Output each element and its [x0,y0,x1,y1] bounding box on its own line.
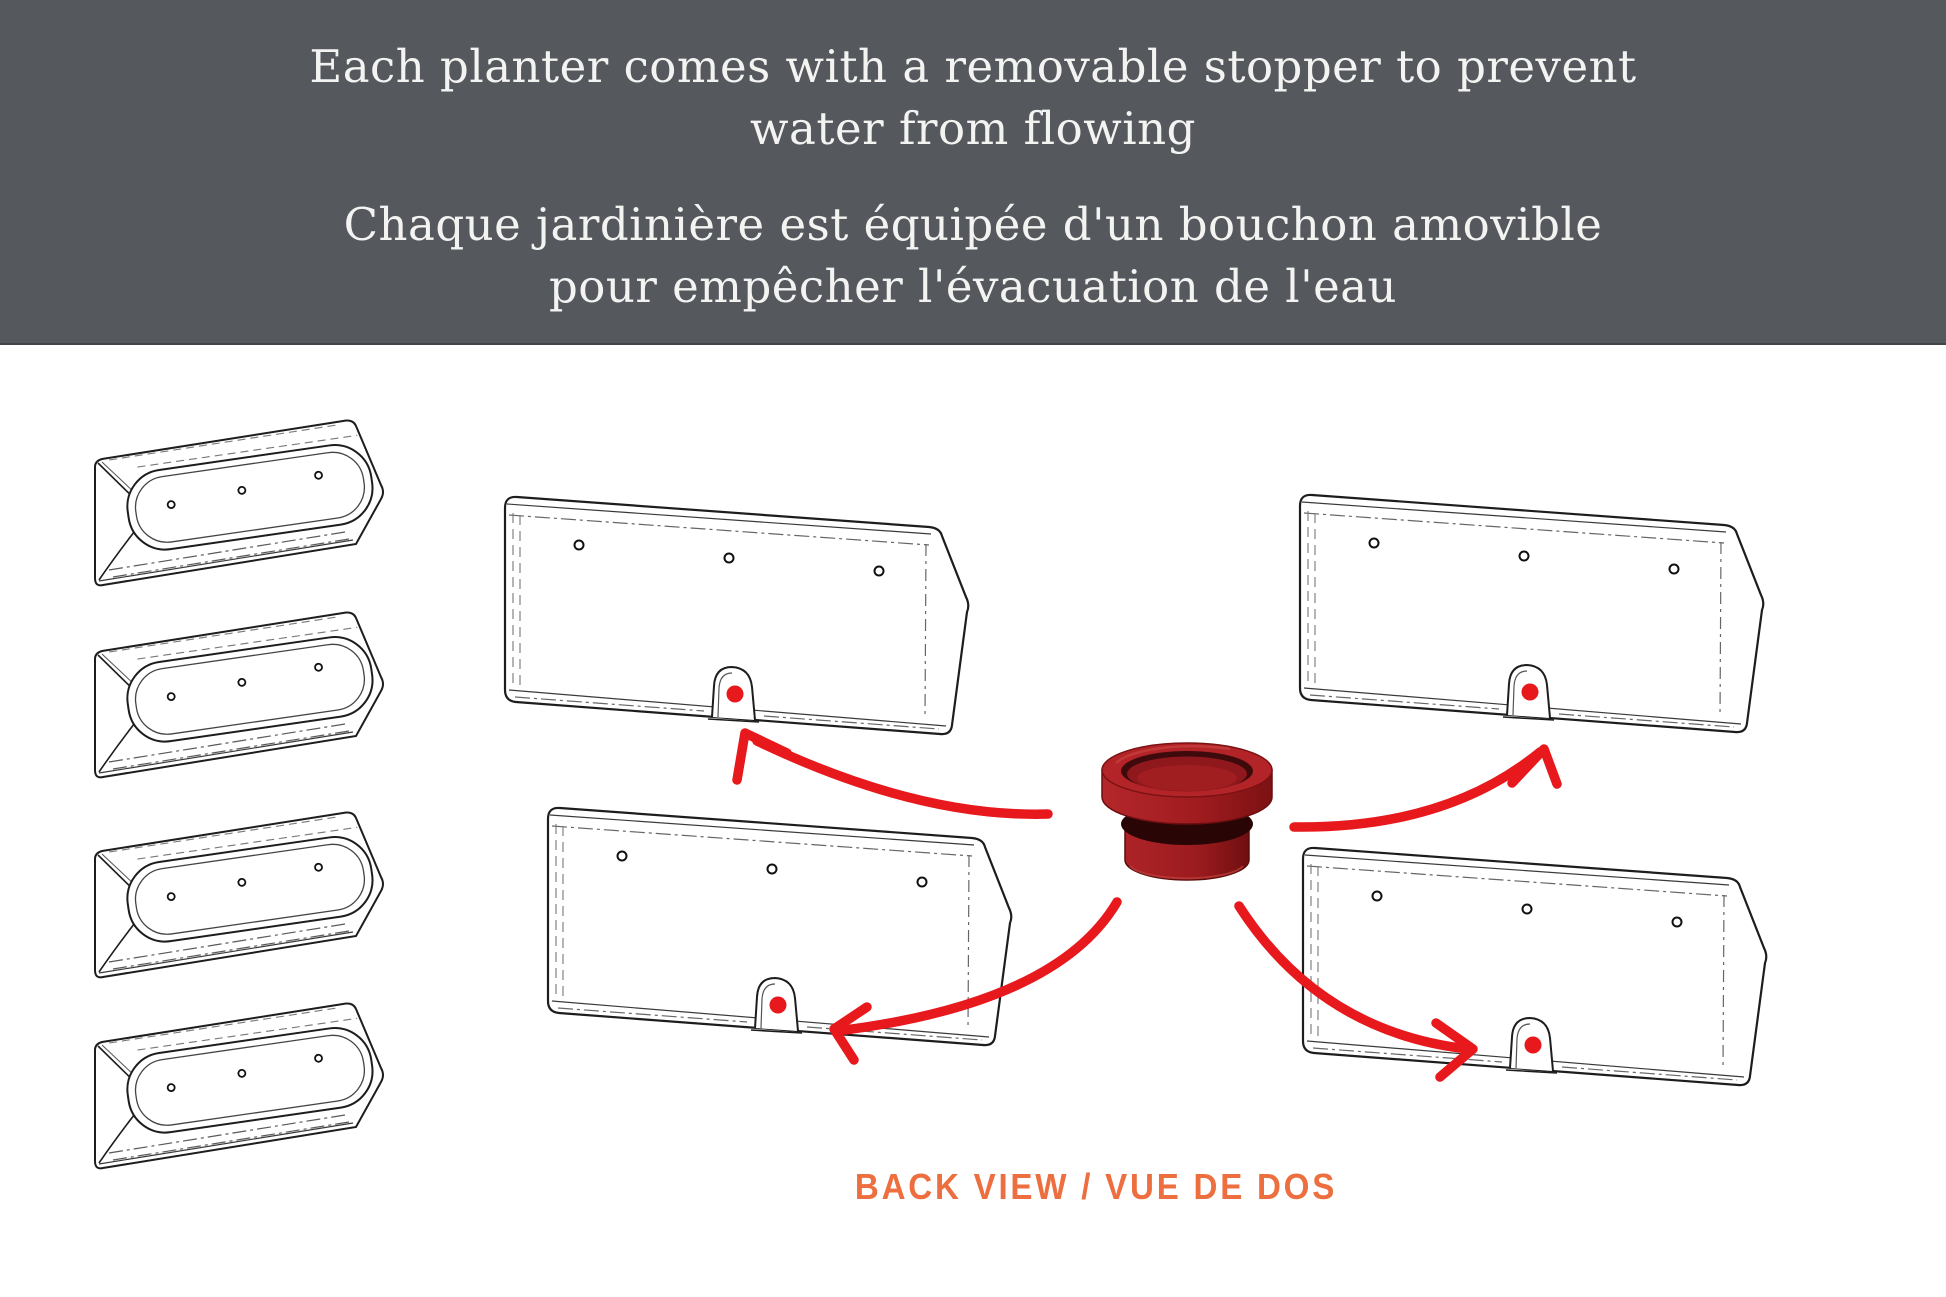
side-planter-3 [95,813,383,978]
english-line-1: Each planter comes with a removable stopper to prevent [309,40,1637,93]
arrow-to-top-left [737,733,1048,814]
back-view-caption: BACK VIEW / VUE DE DOS [854,1166,1338,1207]
side-planter-1 [95,421,383,586]
arrow-to-top-right [1294,749,1557,827]
side-planter-2 [95,613,383,778]
back-planter-top-left [505,497,968,734]
back-planter-bottom-right [1303,848,1766,1085]
english-line-2: water from flowing [750,102,1196,155]
french-line-1: Chaque jardinière est équipée d'un bouchon amovible [343,198,1603,251]
side-planter-4 [95,1004,383,1169]
french-line-2: pour empêcher l'évacuation de l'eau [548,260,1398,313]
back-planter-top-right [1300,495,1763,732]
stopper-illustration [1102,743,1272,880]
